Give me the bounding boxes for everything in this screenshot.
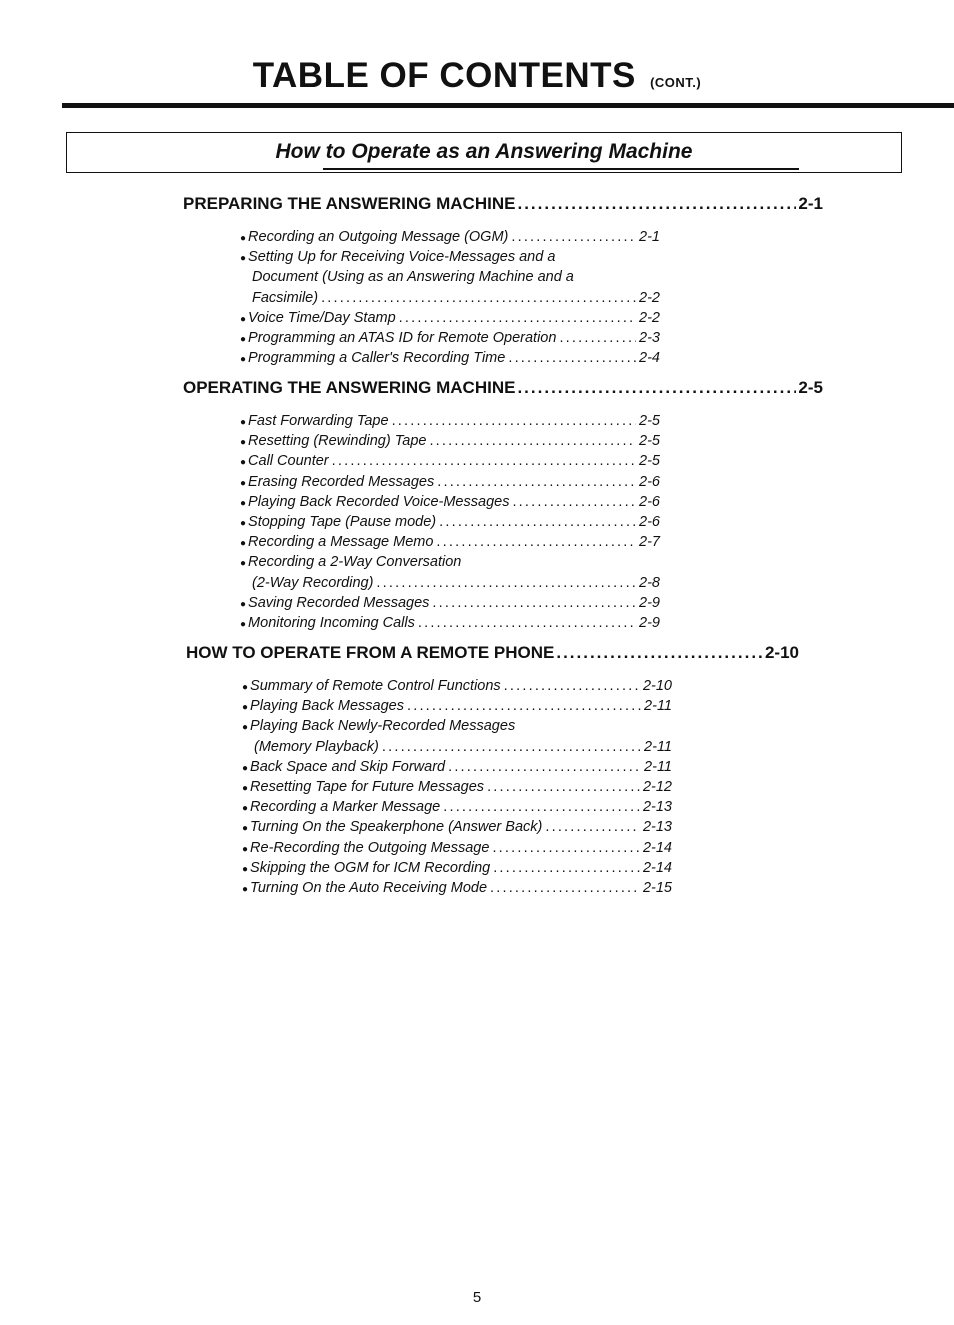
toc-item[interactable]: ● Saving Recorded Messages ..... 2-9: [240, 593, 660, 613]
toc-item-label: Document (Using as an Answering Machine and a: [252, 269, 574, 286]
toc-item[interactable]: ● Erasing Recorded Messages ..... 2-6: [240, 472, 660, 492]
toc-item-label: Back Space and Skip Forward: [250, 758, 446, 775]
toc-item[interactable]: ● Programming an ATAS ID for Remote Operation ..... 2-3: [240, 328, 660, 348]
toc-item[interactable]: ● Resetting (Rewinding) Tape ..... 2-5: [240, 431, 660, 451]
toc-item[interactable]: ● Turning On the Speakerphone (Answer Back) ..... 2-13: [242, 817, 672, 837]
toc-item-label: Turning On the Auto Receiving Mode: [250, 879, 488, 896]
toc-item[interactable]: ● Recording a Message Memo ..... 2-7: [240, 532, 660, 552]
toc-item-page: 2-1: [639, 229, 660, 245]
toc-item[interactable]: [240, 288, 660, 308]
toc-item-line[interactable]: ● Setting Up for Receiving Voice-Messages and a: [240, 249, 556, 266]
toc-item-page: 2-2: [639, 309, 660, 326]
toc-item[interactable]: ● Summary of Remote Control Functions ..... 2-10: [242, 676, 672, 696]
toc-item[interactable]: ● Monitoring Incoming Calls ..... 2-9: [240, 613, 660, 633]
toc-item-page: 2-11: [644, 758, 672, 775]
page-number: 5: [472, 1289, 482, 1306]
section-page: 2-10: [764, 643, 799, 662]
toc-item-label: Recording a Marker Message: [250, 799, 441, 816]
toc-item-label: Re-Recording the Outgoing Message: [250, 839, 490, 856]
toc-item[interactable]: [242, 737, 672, 757]
toc-item-label: Recording a Message Memo: [248, 534, 434, 551]
toc-item-label: Saving Recorded Messages: [248, 594, 430, 611]
toc-item-line[interactable]: ● Recording a 2-Way Conversation: [240, 554, 462, 571]
toc-item-label: Setting Up for Receiving Voice-Messages and a: [248, 249, 556, 266]
toc-item-page: 2-14: [642, 859, 672, 876]
toc-item-label: Playing Back Newly-Recorded Messages: [250, 718, 516, 735]
section-title: PREPARING THE ANSWERING MACHINE: [183, 194, 516, 213]
toc-item-line[interactable]: [240, 267, 660, 287]
toc-item[interactable]: ● Call Counter ..... 2-5: [240, 451, 660, 471]
toc-item-label: Recording an Outgoing Message (OGM): [248, 229, 509, 245]
leader-dots: [517, 194, 796, 214]
leader-dots: [517, 378, 796, 398]
chapter-title-underline: [323, 168, 799, 170]
section-heading[interactable]: [183, 378, 823, 398]
toc-item-label: (Memory Playback): [254, 738, 379, 755]
toc-item-label: Skipping the OGM for ICM Recording: [250, 859, 491, 876]
page-title-text: TABLE OF CONTENTS: [252, 56, 636, 95]
toc-item-page: 2-11: [644, 738, 672, 755]
toc-item[interactable]: ● Fast Forwarding Tape ..... 2-5: [240, 411, 660, 431]
toc-item-page: 2-11: [644, 698, 672, 715]
toc-item-page: 2-9: [639, 594, 660, 611]
toc-item-label: Programming an ATAS ID for Remote Operation: [248, 329, 557, 346]
toc-item-page: 2-5: [639, 433, 660, 450]
toc-item-label: Summary of Remote Control Functions: [250, 678, 501, 694]
toc-item-page: 2-13: [642, 819, 672, 836]
toc-item[interactable]: ● Re-Recording the Outgoing Message ..... 2-14: [242, 838, 672, 858]
toc-item-label: Programming a Caller's Recording Time: [248, 350, 506, 367]
section-title: HOW TO OPERATE FROM A REMOTE PHONE: [186, 643, 555, 662]
toc-item[interactable]: ● Back Space and Skip Forward ..... 2-11: [242, 757, 672, 777]
toc-item-label: Erasing Recorded Messages: [248, 473, 435, 490]
toc-item-page: 2-12: [642, 778, 672, 795]
toc-item[interactable]: ● Playing Back Messages ..... 2-11: [242, 696, 672, 716]
page-title: [0, 56, 954, 96]
section-items: [240, 227, 660, 368]
toc-item-label: Stopping Tape (Pause mode): [248, 513, 437, 530]
toc-item[interactable]: ● Voice Time/Day Stamp ..... 2-2: [240, 308, 660, 328]
section-title: OPERATING THE ANSWERING MACHINE: [183, 378, 516, 397]
toc-item-label: Turning On the Speakerphone (Answer Back): [250, 819, 543, 836]
section-heading[interactable]: [186, 643, 799, 663]
chapter-box: [66, 132, 902, 173]
toc-item-page: 2-4: [639, 350, 660, 367]
toc-item[interactable]: ● Turning On the Auto Receiving Mode ..... 2-15: [242, 878, 672, 898]
toc-item-label: Call Counter: [248, 453, 329, 470]
page-title-suffix: (CONT.): [650, 75, 702, 90]
toc-item-page: 2-7: [639, 534, 660, 551]
toc-item-label: Playing Back Messages: [250, 698, 404, 715]
toc-item-label: Voice Time/Day Stamp: [248, 309, 396, 326]
toc-item[interactable]: ● Skipping the OGM for ICM Recording ..... 2-14: [242, 858, 672, 878]
toc-item-page: 2-6: [639, 513, 660, 530]
toc-item-page: 2-8: [639, 574, 660, 591]
toc-item-page: 2-2: [639, 289, 660, 306]
toc-item-line[interactable]: ● Playing Back Newly-Recorded Messages: [242, 718, 516, 735]
toc-item[interactable]: ● Resetting Tape for Future Messages ..... 2-12: [242, 777, 672, 797]
toc-item-page: 2-6: [639, 493, 660, 510]
toc-item[interactable]: ● Programming a Caller's Recording Time ..... 2-4: [240, 348, 660, 368]
toc-item-page: 2-5: [639, 453, 660, 470]
toc-section-operating: [183, 378, 823, 633]
section-items: [240, 411, 660, 633]
toc-item-page: 2-15: [642, 879, 672, 896]
toc-item[interactable]: ● Stopping Tape (Pause mode) ..... 2-6: [240, 512, 660, 532]
section-heading[interactable]: [183, 194, 823, 214]
toc-item[interactable]: ● Recording an Outgoing Message (OGM) ..... 2-1: [240, 227, 660, 247]
toc-item-page: 2-9: [639, 614, 660, 631]
toc-item-label: Fast Forwarding Tape: [248, 413, 389, 429]
toc-item-label: Resetting Tape for Future Messages: [250, 778, 485, 795]
leader-dots: [556, 643, 763, 663]
chapter-title: How to Operate as an Answering Machine: [275, 140, 693, 163]
toc-item[interactable]: ● Playing Back Recorded Voice-Messages ..... 2-6: [240, 492, 660, 512]
section-page: 2-5: [798, 378, 823, 397]
toc-item-page: 2-10: [642, 678, 672, 694]
toc-item-page: 2-14: [642, 839, 672, 856]
toc-item-label: Recording a 2-Way Conversation: [248, 554, 462, 571]
toc-item-page: 2-6: [639, 473, 660, 490]
toc-item-page: 2-3: [639, 329, 660, 346]
toc-item[interactable]: ● Recording a Marker Message ..... 2-13: [242, 797, 672, 817]
section-page: 2-1: [798, 194, 823, 213]
toc-item-label: (2-Way Recording): [252, 574, 374, 591]
toc-section-remote: [186, 643, 799, 898]
toc-item[interactable]: [240, 573, 660, 593]
header-rule: [62, 103, 954, 108]
toc-item-page: 2-5: [639, 413, 660, 429]
toc-item-label: Resetting (Rewinding) Tape: [248, 433, 427, 450]
toc-item-label: Playing Back Recorded Voice-Messages: [248, 493, 510, 510]
section-items: [242, 676, 672, 898]
toc-section-preparing: [183, 194, 823, 368]
toc-item-page: 2-13: [642, 799, 672, 816]
toc-item-label: Facsimile): [252, 289, 319, 306]
toc-item-label: Monitoring Incoming Calls: [248, 614, 415, 631]
